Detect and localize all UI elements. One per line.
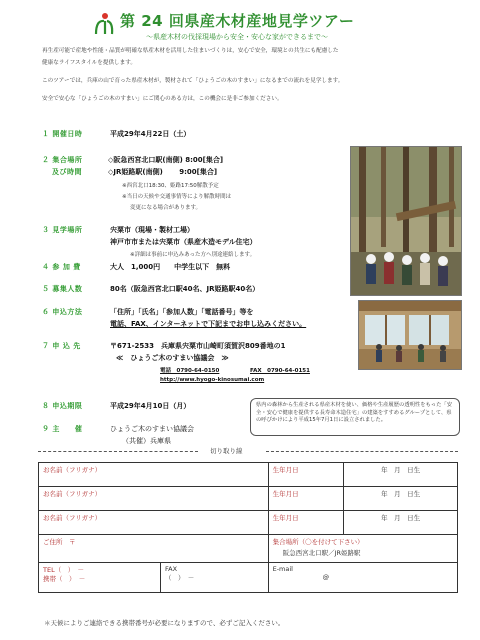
meeting-choice-label: 集合場所（〇を付けて下さい） xyxy=(272,538,364,546)
application-form xyxy=(38,462,458,593)
intro-line-4: 安全で安心な「ひょうごの木のすまい」にご関心のある方は，この機会に是非ご参加ください。 xyxy=(42,96,283,102)
host-line-2: （共催）兵庫県 xyxy=(122,437,171,445)
contact-tel-link[interactable]: 電話 0790-64-0150 xyxy=(160,368,220,374)
intro-line-2: 健康なライフスタイルを提供します。 xyxy=(42,60,136,66)
meeting-note-3: 変更になる場合があります。 xyxy=(130,205,202,211)
fax-field[interactable] xyxy=(161,563,268,592)
name-field-2[interactable]: お名前（フリガナ） xyxy=(39,487,269,511)
fee-value: 大人 1,000円 中学生以下 無料 xyxy=(110,263,231,271)
meeting-choice-options: 阪急西宮北口駅／JR姫路駅 xyxy=(282,549,361,557)
birth-label-3: 生年月日 xyxy=(268,511,344,535)
fee-label: ４ 参 加 費 xyxy=(42,263,81,271)
place-line-2: 神戸市市または宍粟市（県産木造モデル住宅） xyxy=(110,238,257,246)
intro-line-1: 再生産可能で産地や性能・品質が明確な県産木材を活用した住まいづくりは，安心で安全，環境との共生にも配慮した xyxy=(42,48,339,54)
logo-icon xyxy=(92,12,118,36)
fax-value: （ ） － xyxy=(165,574,195,582)
deadline-label: ８ 申込期限 xyxy=(42,402,83,410)
mobile-label: 携帯（ ） － xyxy=(43,575,86,583)
host-label: ９ 主 催 xyxy=(42,425,83,433)
capacity-value: 80名（阪急西宮北口駅40名、JR姫路駅40名） xyxy=(110,285,260,293)
birth-label-1: 生年月日 xyxy=(268,463,344,487)
contact-label: ７ 申 込 先 xyxy=(42,342,81,350)
contact-address: 〒671-2533 兵庫県宍粟市山崎町須賀沢809番地の1 xyxy=(110,342,286,350)
name-field-3[interactable]: お名前（フリガナ） xyxy=(39,511,269,535)
contact-fax: FAX 0790-64-0151 xyxy=(250,368,310,374)
place-label: ３ 見学場所 xyxy=(42,226,83,234)
contact-url-link[interactable]: http://www.hyogo-kinosumai.com xyxy=(160,377,265,383)
page-subtitle: ～県産木材の伐採現場から安全・安心な家ができるまで～ xyxy=(146,33,328,41)
capacity-label: ５ 募集人数 xyxy=(42,285,83,293)
birth-field-3[interactable]: 年 月 日生 xyxy=(344,511,458,535)
date-label: １ 開催日時 xyxy=(42,130,83,138)
house-interior-photo xyxy=(358,300,462,370)
forest-tour-photo xyxy=(350,146,462,296)
contact-org: ≪ ひょうご木のすまい協議会 ≫ xyxy=(116,354,229,362)
intro-line-3: このツアーでは，兵庫の山で育った県産木材が，製材されて「ひょうごの木のすまい」になるまでの流れを見学します。 xyxy=(42,78,344,84)
birth-field-2[interactable]: 年 月 日生 xyxy=(344,487,458,511)
place-note: ※詳細は事前に申込みあった方へ別途連絡します。 xyxy=(130,252,256,258)
meeting-choice-field[interactable] xyxy=(268,535,457,563)
cut-line xyxy=(38,446,458,456)
address-field[interactable]: ご住所 〒 xyxy=(39,535,269,563)
meeting-note-2: ※当日の天候や交通事情等により解散時間は xyxy=(122,194,232,200)
method-line-1: 「住所」「氏名」「参加人数」「電話番号」等を xyxy=(110,308,254,316)
place-line-1: 宍粟市（現場・製材工場） xyxy=(110,226,194,234)
birth-label-2: 生年月日 xyxy=(268,487,344,511)
page-title: 第 24 回県産木材産地見学ツアー xyxy=(120,12,355,30)
meeting-line-2: ◇JR姫路駅(南側) 9:00[集合] xyxy=(108,168,218,176)
meeting-label: ２ 集合場所 xyxy=(42,156,83,164)
phone-fax-cell xyxy=(39,563,269,593)
meeting-label-2: 及び時間 xyxy=(52,168,82,176)
deadline-value: 平成29年4月10日（月） xyxy=(110,402,191,410)
host-line-1: ひょうご木のすまい協議会 xyxy=(110,425,194,433)
date-value: 平成29年4月22日（土） xyxy=(110,130,191,138)
meeting-line-1: ◇阪急西宮北口駅(南側) 8:00[集合] xyxy=(108,156,224,164)
email-field[interactable] xyxy=(268,563,457,593)
email-at: @ xyxy=(322,573,330,581)
name-field-1[interactable]: お名前（フリガナ） xyxy=(39,463,269,487)
footer-note: ＊天候によりご連絡できる携帯番号が必要になりますので、必ずご記入ください。 xyxy=(44,619,285,627)
email-label: E-mail xyxy=(272,565,293,573)
cut-line-label: 切り取り線 xyxy=(210,447,243,455)
meeting-note-1: ※西宮北口18:30、姫路17:50解散予定 xyxy=(122,183,219,189)
method-label: ６ 申込方法 xyxy=(42,308,83,316)
tel-label: TEL（ ） － xyxy=(43,566,84,574)
method-line-2: 電話、FAX、インターネットで下記までお申し込みください。 xyxy=(110,320,307,328)
birth-field-1[interactable]: 年 月 日生 xyxy=(344,463,458,487)
fax-label: FAX xyxy=(165,565,178,573)
organization-note: 県内の森林から生産される県産木材を使い、価格や生産履歴の透明性をもった「安全・安心で健康を提供する長寿命木造住宅」の建築をすすめるグループとして、県の呼びかけにより平成15年7月1日に設立されました。 xyxy=(250,398,460,436)
phone-field[interactable] xyxy=(39,563,161,592)
